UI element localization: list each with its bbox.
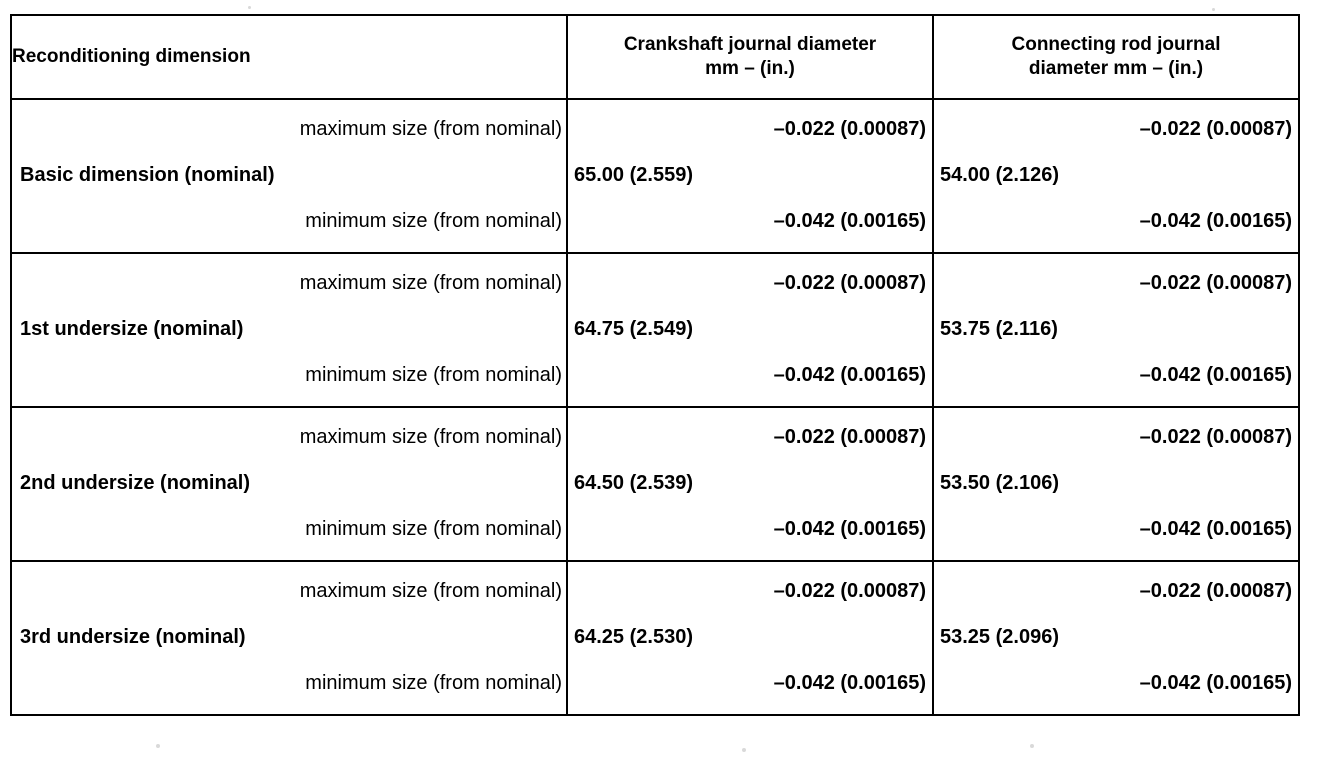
value-maximum: –0.022 (0.00087) xyxy=(1139,426,1292,448)
header-reconditioning-dimension: Reconditioning dimension xyxy=(11,15,567,99)
value-minimum: –0.042 (0.00165) xyxy=(1139,364,1292,386)
label-minimum-size: minimum size (from nominal) xyxy=(305,672,562,694)
header-crankshaft-line2: mm – (in.) xyxy=(705,58,795,79)
label-maximum-size: maximum size (from nominal) xyxy=(299,580,562,602)
row-name: Basic dimension (nominal) xyxy=(20,164,275,186)
value-maximum: –0.022 (0.00087) xyxy=(1139,272,1292,294)
value-nominal: 53.50 (2.106) xyxy=(940,472,1059,494)
value-stack xyxy=(934,254,1298,406)
row-label-group-3rd-undersize xyxy=(11,561,567,715)
header-crankshaft-journal-diameter xyxy=(567,15,933,99)
value-minimum: –0.042 (0.00165) xyxy=(773,210,926,232)
label-stack xyxy=(12,254,566,406)
value-maximum: –0.022 (0.00087) xyxy=(773,118,926,140)
table-row xyxy=(11,561,1299,715)
header-conrod-line1: Connecting rod journal xyxy=(1011,33,1221,55)
table-row xyxy=(11,99,1299,253)
row-name: 3rd undersize (nominal) xyxy=(20,626,246,648)
label-maximum-size: maximum size (from nominal) xyxy=(299,272,562,294)
value-maximum: –0.022 (0.00087) xyxy=(773,580,926,602)
table-row xyxy=(11,407,1299,561)
crankshaft-values-1st-undersize xyxy=(567,253,933,407)
label-maximum-size: maximum size (from nominal) xyxy=(299,118,562,140)
row-name: 1st undersize (nominal) xyxy=(20,318,244,340)
conrod-values-2nd-undersize xyxy=(933,407,1299,561)
table-row xyxy=(11,253,1299,407)
row-label-group-2nd-undersize xyxy=(11,407,567,561)
value-stack xyxy=(568,100,932,252)
label-stack xyxy=(12,408,566,560)
value-nominal: 54.00 (2.126) xyxy=(940,164,1059,186)
value-minimum: –0.042 (0.00165) xyxy=(773,518,926,540)
crankshaft-values-3rd-undersize xyxy=(567,561,933,715)
value-stack xyxy=(934,562,1298,714)
conrod-values-1st-undersize xyxy=(933,253,1299,407)
value-minimum: –0.042 (0.00165) xyxy=(1139,518,1292,540)
label-minimum-size: minimum size (from nominal) xyxy=(305,364,562,386)
header-crankshaft-line1: Crankshaft journal diameter xyxy=(623,33,877,55)
conrod-values-basic xyxy=(933,99,1299,253)
table-header xyxy=(11,15,1299,99)
header-conrod-journal-diameter xyxy=(933,15,1299,99)
value-minimum: –0.042 (0.00165) xyxy=(1139,672,1292,694)
value-minimum: –0.042 (0.00165) xyxy=(773,364,926,386)
value-minimum: –0.042 (0.00165) xyxy=(1139,210,1292,232)
value-stack xyxy=(568,254,932,406)
label-minimum-size: minimum size (from nominal) xyxy=(305,518,562,540)
value-nominal: 53.75 (2.116) xyxy=(940,318,1058,340)
value-maximum: –0.022 (0.00087) xyxy=(773,272,926,294)
row-label-group-1st-undersize xyxy=(11,253,567,407)
scan-speck xyxy=(742,748,746,752)
label-maximum-size: maximum size (from nominal) xyxy=(299,426,562,448)
value-nominal: 64.50 (2.539) xyxy=(574,472,693,494)
value-maximum: –0.022 (0.00087) xyxy=(1139,580,1292,602)
row-label-group-basic xyxy=(11,99,567,253)
value-nominal: 64.75 (2.549) xyxy=(574,318,693,340)
value-minimum: –0.042 (0.00165) xyxy=(773,672,926,694)
row-name: 2nd undersize (nominal) xyxy=(20,472,251,494)
value-nominal: 65.00 (2.559) xyxy=(574,164,693,186)
scan-speck xyxy=(156,744,160,748)
scan-speck xyxy=(1212,8,1215,11)
value-stack xyxy=(934,408,1298,560)
label-minimum-size: minimum size (from nominal) xyxy=(305,210,562,232)
table-header-row xyxy=(11,15,1299,99)
header-conrod-line2: diameter mm – (in.) xyxy=(1028,58,1204,79)
value-maximum: –0.022 (0.00087) xyxy=(1139,118,1292,140)
value-nominal: 64.25 (2.530) xyxy=(574,626,693,648)
label-stack xyxy=(12,100,566,252)
scan-speck xyxy=(248,6,251,9)
crankshaft-values-basic xyxy=(567,99,933,253)
scan-speck xyxy=(1030,744,1034,748)
value-maximum: –0.022 (0.00087) xyxy=(773,426,926,448)
crankshaft-values-2nd-undersize xyxy=(567,407,933,561)
value-stack xyxy=(568,562,932,714)
conrod-values-3rd-undersize xyxy=(933,561,1299,715)
value-stack xyxy=(568,408,932,560)
value-nominal: 53.25 (2.096) xyxy=(940,626,1059,648)
label-stack xyxy=(12,562,566,714)
reconditioning-dimension-table xyxy=(10,14,1300,716)
table-body xyxy=(11,99,1299,715)
value-stack xyxy=(934,100,1298,252)
